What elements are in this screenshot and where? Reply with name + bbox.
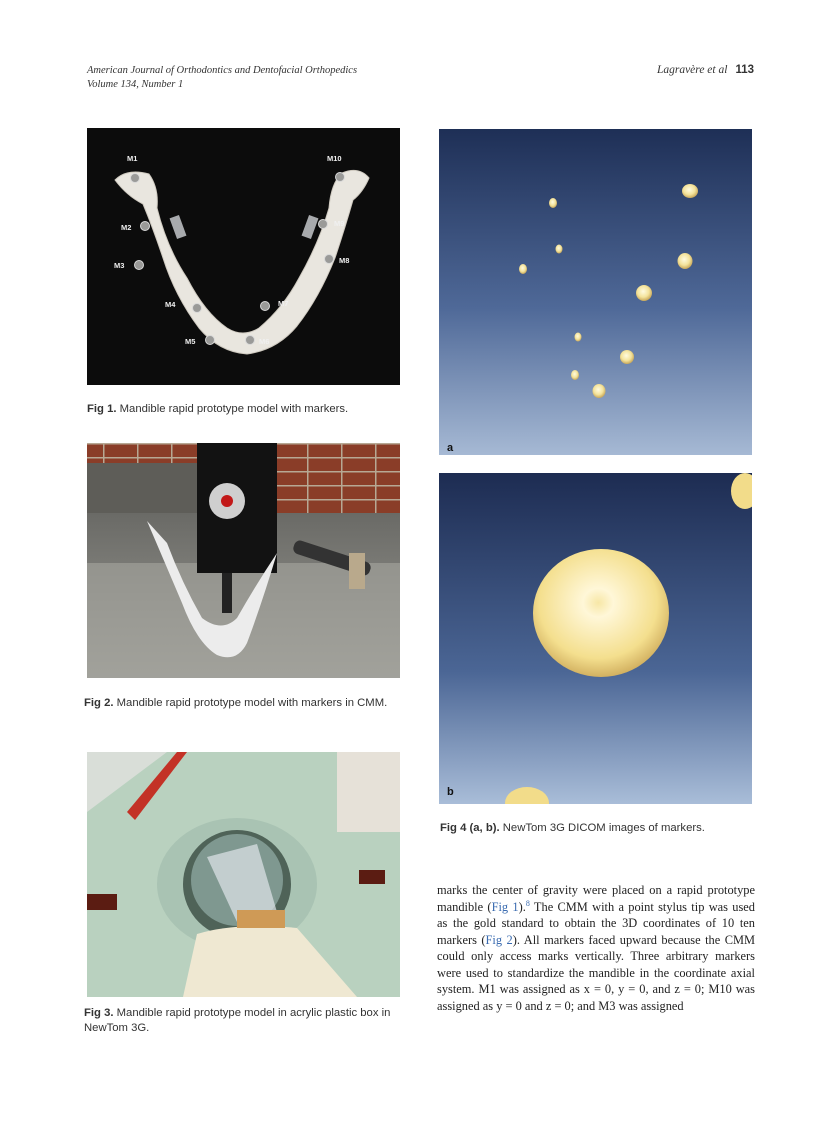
marker-label: M10 [327,154,342,163]
body-paragraph [437,882,755,1014]
marker-m8 [325,255,334,264]
figure-label: Fig 2. [84,697,114,709]
marker-label: M4 [165,300,176,309]
figure-3-image [87,752,400,997]
figure-1-caption [87,402,407,417]
journal-title: American Journal of Orthodontics and Dentofacial Orthopedics [87,65,358,76]
marker-m4 [193,304,202,313]
marker-m3 [135,261,144,270]
marker-label: M2 [121,223,132,232]
figure-1-reference-link[interactable]: Fig 1 [491,899,519,914]
journal-header [87,64,357,92]
caption-text: Mandible rapid prototype model in acrylic plastic box in NewTom 3G. [84,1007,391,1034]
marker-m2 [141,222,150,231]
figure-2-caption [84,696,404,711]
body-text-segment: marks the center of gravity were placed on a rapid prototype mandible ( [437,883,755,914]
figure-1-image [87,128,400,385]
author-running-head: Lagravère et al [656,64,728,76]
caption-text: Mandible rapid prototype model with markers in CMM. [116,697,388,709]
figure-label: Fig 1. [87,403,117,415]
body-text-segment: The CMM with a point stylus tip was used as the gold standard to obtain the 3D coordinates of 10 ten markers ( [437,899,755,947]
marker-m5 [206,336,215,345]
marker-label: M7 [278,299,289,308]
newtom-scanner-photo [87,752,400,997]
running-head [657,64,754,76]
page-number: 113 [735,64,754,76]
figure-2-reference-link[interactable]: Fig 2 [485,932,513,947]
figure-3-caption [84,1006,404,1036]
panel-label-b: b [447,786,454,798]
marker-label: M9 [334,219,345,228]
body-text-segment: ). [518,899,526,914]
figure-4b-image [439,473,752,804]
figure-4a-image [439,129,752,455]
caption-text: Mandible rapid prototype model with markers. [119,403,349,415]
figure-label: Fig 3. [84,1007,114,1019]
panel-label-a: a [447,442,454,454]
marker-m6 [246,336,255,345]
figure-label: Fig 4 (a, b). [440,822,500,834]
marker-label: M5 [185,337,196,346]
marker-label: M6 [259,337,270,346]
marker-m9 [319,220,328,229]
body-text-segment: ). All markers faced upward because the CMM could only access marks vertically. Three arbitrary markers were used to standardize the mandible in the coordinate axial system. M1 was assigned as x = 0, y = 0, and z = 0; M10 was assigned as y = 0 and z = 0; and M3 was assigned [437,932,755,1013]
dicom-markers-overview [439,129,752,455]
marker-label: M1 [127,154,138,163]
marker-label: M8 [339,256,350,265]
caption-text: NewTom 3G DICOM images of markers. [502,822,705,834]
journal-volume: Volume 134, Number 1 [87,79,184,90]
citation-8-link[interactable]: 8 [525,898,530,908]
marker-m1 [131,174,140,183]
cmm-photo [87,443,400,678]
marker-m7 [261,302,270,311]
figure-2-image [87,443,400,678]
marker-m10 [336,173,345,182]
marker-label: M3 [114,261,125,270]
dicom-marker-closeup [439,473,752,804]
mandible-model-photo [87,128,400,385]
figure-4-caption [440,821,760,836]
